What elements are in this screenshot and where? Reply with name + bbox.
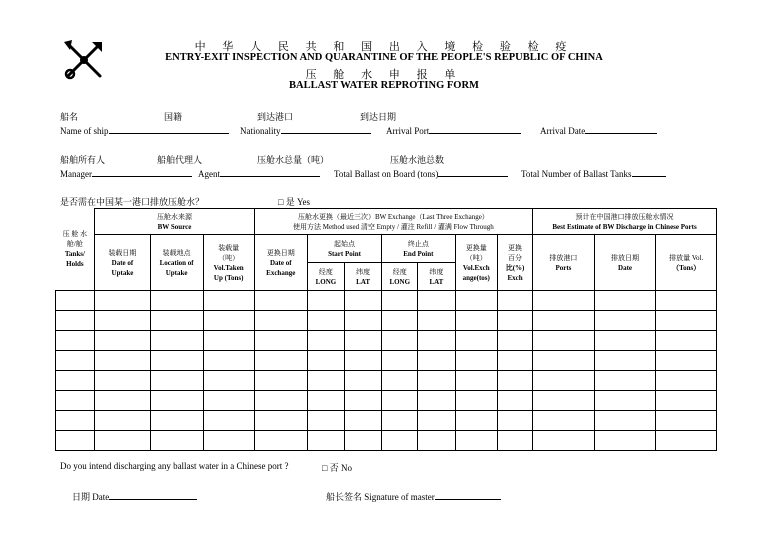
table-cell[interactable] — [307, 331, 344, 351]
table-cell[interactable] — [498, 411, 533, 431]
arrival-port-field[interactable]: Arrival Port — [386, 124, 521, 136]
table-cell[interactable] — [150, 291, 203, 311]
table-cell[interactable] — [382, 371, 418, 391]
table-cell[interactable] — [307, 431, 344, 451]
table-row — [56, 371, 717, 391]
bw-exchange-header: 压舱水更换（最近三次）BW Exchange（Last Three Exchange） 使用方法 Method used 清空 Empty / 灌注 Refill / 灌满 Flow Through — [254, 209, 532, 235]
table-cell[interactable] — [656, 331, 717, 351]
table-cell[interactable] — [56, 291, 95, 311]
table-cell[interactable] — [533, 411, 595, 431]
table-cell[interactable] — [533, 351, 595, 371]
table-cell[interactable] — [150, 351, 203, 371]
table-cell[interactable] — [382, 391, 418, 411]
table-cell[interactable] — [656, 311, 717, 331]
total-ballast-field[interactable]: Total Ballast on Board (tons) — [334, 167, 508, 179]
table-row — [56, 291, 717, 311]
discharge-date-header: 排放日期 Date — [594, 235, 656, 291]
table-cell[interactable] — [498, 311, 533, 331]
nationality-label-cn: 国籍 — [164, 112, 183, 122]
table-cell[interactable] — [533, 311, 595, 331]
table-cell[interactable] — [56, 311, 95, 331]
table-cell[interactable] — [203, 391, 254, 411]
table-cell[interactable] — [455, 371, 498, 391]
table-cell[interactable] — [382, 291, 418, 311]
table-cell[interactable] — [382, 411, 418, 431]
title-chinese: 中 华 人 民 共 和 国 出 入 境 检 验 检 疫 — [194, 41, 574, 53]
table-cell[interactable] — [95, 411, 150, 431]
table-cell[interactable] — [150, 311, 203, 331]
uptake-location-header: 装载地点 Location of Uptake — [150, 235, 203, 291]
table-cell[interactable] — [150, 411, 203, 431]
table-cell[interactable] — [56, 411, 95, 431]
no-checkbox[interactable]: □ — [322, 463, 328, 473]
yes-checkbox[interactable]: □ — [278, 197, 284, 207]
table-row — [56, 391, 717, 411]
table-cell[interactable] — [418, 351, 455, 371]
table-cell[interactable] — [254, 371, 307, 391]
agent-field[interactable]: Agent — [198, 167, 320, 179]
table-cell[interactable] — [498, 391, 533, 411]
table-cell[interactable] — [498, 291, 533, 311]
table-cell[interactable] — [382, 331, 418, 351]
table-cell[interactable] — [56, 431, 95, 451]
table-cell[interactable] — [533, 291, 595, 311]
table-cell[interactable] — [594, 371, 656, 391]
table-cell[interactable] — [203, 371, 254, 391]
table-cell[interactable] — [455, 291, 498, 311]
table-cell[interactable] — [594, 311, 656, 331]
table-cell[interactable] — [95, 291, 150, 311]
exchange-date-header: 更换日期 Date of Exchange — [254, 235, 307, 291]
table-cell[interactable] — [533, 391, 595, 411]
table-cell[interactable] — [418, 291, 455, 311]
table-cell[interactable] — [307, 411, 344, 431]
agent-label-cn: 船舶代理人 — [157, 155, 203, 165]
table-cell[interactable] — [307, 351, 344, 371]
table-cell[interactable] — [594, 431, 656, 451]
discharge-volume-header: 排放量 Vol. （Tons） — [656, 235, 717, 291]
table-cell[interactable] — [594, 411, 656, 431]
table-cell[interactable] — [95, 431, 150, 451]
table-cell[interactable] — [345, 311, 382, 331]
table-cell[interactable] — [418, 411, 455, 431]
table-cell[interactable] — [95, 371, 150, 391]
table-cell[interactable] — [418, 431, 455, 451]
start-lat-header: 纬度 LAT — [345, 263, 382, 291]
table-cell[interactable] — [656, 411, 717, 431]
no-option[interactable]: □ 否 No — [322, 463, 352, 473]
bw-discharge-header: 预计在中国港口排放压舱水情况 Best Estimate of BW Discharge in Chinese Ports — [533, 209, 717, 235]
end-point-header: 终止点 End Point — [382, 235, 455, 263]
table-cell[interactable] — [594, 331, 656, 351]
table-cell[interactable] — [418, 311, 455, 331]
table-cell[interactable] — [307, 291, 344, 311]
table-cell[interactable] — [498, 351, 533, 371]
discharge-question-cn: 是否需在中国某一港口排放压舱水？ — [60, 197, 205, 207]
end-lat-header: 纬度 LAT — [418, 263, 455, 291]
table-cell[interactable] — [455, 411, 498, 431]
table-cell[interactable] — [345, 371, 382, 391]
table-cell[interactable] — [498, 371, 533, 391]
table-cell[interactable] — [656, 371, 717, 391]
table-cell[interactable] — [95, 391, 150, 411]
table-cell[interactable] — [203, 291, 254, 311]
table-cell[interactable] — [203, 411, 254, 431]
table-cell[interactable] — [382, 351, 418, 371]
table-cell[interactable] — [656, 291, 717, 311]
table-cell[interactable] — [656, 351, 717, 371]
table-cell[interactable] — [418, 391, 455, 411]
arrival-port-label-cn: 到达港口 — [257, 112, 294, 122]
table-cell[interactable] — [382, 431, 418, 451]
yes-option[interactable]: □ 是 Yes — [278, 197, 311, 207]
table-cell[interactable] — [150, 331, 203, 351]
table-cell[interactable] — [345, 351, 382, 371]
table-cell[interactable] — [345, 291, 382, 311]
table-row — [56, 411, 717, 431]
exchange-percent-header: 更换 百分 比(%) Exch — [498, 235, 533, 291]
table-cell[interactable] — [56, 391, 95, 411]
form-title-english: BALLAST WATER REPROTING FORM — [289, 80, 479, 91]
table-cell[interactable] — [418, 331, 455, 351]
table-cell[interactable] — [594, 351, 656, 371]
date-field[interactable]: 日期 Date — [72, 490, 197, 503]
start-long-header: 经度 LONG — [307, 263, 344, 291]
start-point-header: 起始点 Start Point — [307, 235, 381, 263]
table-cell[interactable] — [533, 431, 595, 451]
table-row — [56, 351, 717, 371]
table-cell[interactable] — [498, 331, 533, 351]
table-cell[interactable] — [455, 431, 498, 451]
arrival-date-field[interactable]: Arrival Date — [540, 124, 657, 136]
table-cell[interactable] — [345, 331, 382, 351]
uptake-date-header: 装载日期 Date of Uptake — [95, 235, 150, 291]
tank-count-field[interactable]: Total Number of Ballast Tanks — [521, 167, 666, 179]
table-cell[interactable] — [455, 331, 498, 351]
table-cell[interactable] — [345, 431, 382, 451]
table-cell[interactable] — [533, 331, 595, 351]
table-cell[interactable] — [307, 391, 344, 411]
exchange-volume-header: 更换量 （吨） Vol.Exch ange(tos) — [455, 235, 498, 291]
table-cell[interactable] — [95, 311, 150, 331]
table-cell[interactable] — [203, 331, 254, 351]
table-cell[interactable] — [656, 431, 717, 451]
table-cell[interactable] — [498, 431, 533, 451]
table-cell[interactable] — [345, 411, 382, 431]
table-cell[interactable] — [254, 331, 307, 351]
uptake-volume-header: 装载量 （吨） Vol.Taken Up (Tons) — [203, 235, 254, 291]
table-cell[interactable] — [254, 291, 307, 311]
ship-label-cn: 船名 — [60, 112, 79, 122]
table-cell[interactable] — [56, 351, 95, 371]
form-title-chinese: 压 舱 水 申 报 单 — [305, 69, 463, 81]
table-cell[interactable] — [455, 391, 498, 411]
table-cell[interactable] — [307, 371, 344, 391]
table-row — [56, 431, 717, 451]
table-cell[interactable] — [345, 391, 382, 411]
table-cell[interactable] — [254, 391, 307, 411]
table-row — [56, 311, 717, 331]
table-cell[interactable] — [203, 311, 254, 331]
ballast-table — [55, 208, 717, 451]
ship-name-field[interactable]: Name of ship — [60, 124, 229, 136]
total-ballast-label-cn: 压舱水总量（吨） — [257, 155, 330, 165]
table-cell[interactable] — [455, 311, 498, 331]
manager-field[interactable]: Manager — [60, 167, 192, 179]
title-english: ENTRY-EXIT INSPECTION AND QUARANTINE OF THE PEOPLE'S REPUBLIC OF CHINA — [165, 52, 603, 63]
tank-count-label-cn: 压舱水池总数 — [390, 155, 445, 165]
table-cell[interactable] — [533, 371, 595, 391]
table-cell[interactable] — [254, 351, 307, 371]
arrival-date-label-cn: 到达日期 — [360, 112, 397, 122]
table-cell[interactable] — [150, 431, 203, 451]
table-cell[interactable] — [150, 391, 203, 411]
table-cell[interactable] — [382, 311, 418, 331]
table-row — [56, 331, 717, 351]
discharge-port-header: 排放港口 Ports — [533, 235, 595, 291]
table-cell[interactable] — [56, 371, 95, 391]
table-cell[interactable] — [56, 331, 95, 351]
table-cell[interactable] — [418, 371, 455, 391]
discharge-question-en: Do you intend discharging any ballast water in a Chinese port ? — [60, 461, 289, 471]
table-cell[interactable] — [150, 371, 203, 391]
table-cell[interactable] — [254, 431, 307, 451]
table-cell[interactable] — [455, 351, 498, 371]
manager-label-cn: 船舶所有人 — [60, 155, 106, 165]
bw-source-header: 压舱水来源 BW Source — [95, 209, 254, 235]
table-cell[interactable] — [594, 291, 656, 311]
end-long-header: 经度 LONG — [382, 263, 418, 291]
table-cell[interactable] — [307, 311, 344, 331]
tanks-header: 压 舱 水 舱/舱 Tanks/ Holds — [56, 209, 95, 291]
nationality-field[interactable]: Nationality — [240, 124, 371, 136]
table-cell[interactable] — [254, 311, 307, 331]
table-cell[interactable] — [254, 411, 307, 431]
table-cell[interactable] — [656, 391, 717, 411]
signature-field[interactable]: 船长签名 Signature of master — [326, 490, 501, 503]
table-cell[interactable] — [203, 351, 254, 371]
table-cell[interactable] — [95, 351, 150, 371]
table-cell[interactable] — [594, 391, 656, 411]
table-cell[interactable] — [95, 331, 150, 351]
table-cell[interactable] — [203, 431, 254, 451]
